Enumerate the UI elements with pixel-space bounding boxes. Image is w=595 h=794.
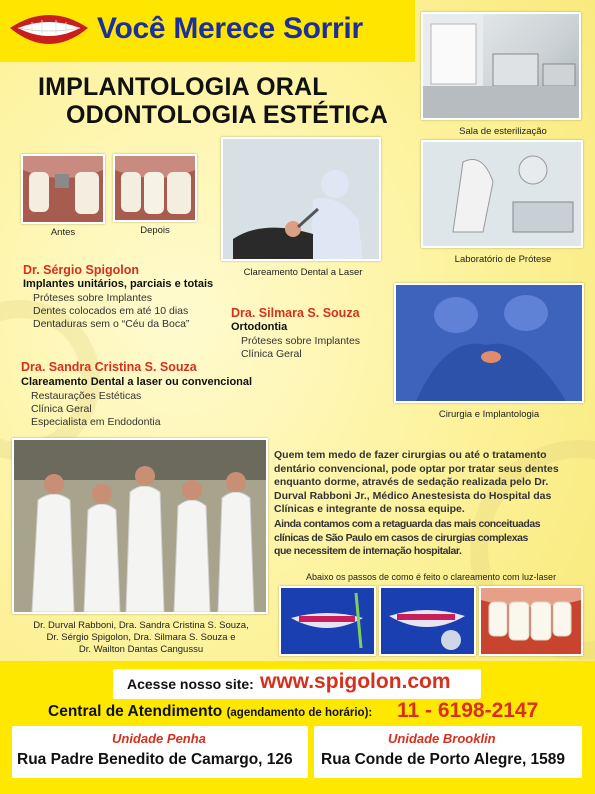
caption-cirurgia: Cirurgia e Implantologia [438,409,540,420]
caption-clareamento: Clareamento Dental a Laser [243,267,363,278]
heading-implantologia: IMPLANTOLOGIA ORAL [38,73,328,101]
doctor-item: Dentaduras sem o “Céu da Boca” [33,318,190,330]
unit-brooklin-address: Rua Conde de Porto Alegre, 1589 [321,751,566,768]
unit-brooklin-name: Unidade Brooklin [388,731,496,746]
paragraph-line: Ainda contamos com a retaguarda das mais conceituadas [274,518,541,530]
paragraph-line: Quem tem medo de fazer cirurgias ou até o tratamento [274,449,547,461]
central-note: (agendamento de horário): [226,707,373,719]
sedation-paragraph [274,449,586,517]
after-teeth-image [115,156,195,220]
caption-laboratorio: Laboratório de Prótese [454,254,552,265]
header-banner [0,0,415,62]
doctor-specialty-sergio: Implantes unitários, parciais e totais [23,278,214,290]
caption-passos: Abaixo os passos de como é feito o clareamento com luz-laser [305,572,557,582]
step1-photo [279,586,376,656]
doctor-item: Clínica Geral [31,403,92,415]
paragraph-line: enquanto dorme, através de sedação realizada pelo Dr. [274,476,549,488]
doctor-name-silmara: Dra. Silmara S. Souza [231,306,360,320]
page-title: Você Merece Sorrir [97,12,363,45]
team-image [14,440,266,612]
caption-team-line3: Dr. Wailton Dantas Cangussu [78,644,204,655]
site-url-link[interactable]: www.spigolon.com [260,670,451,693]
laser-whitening-image [223,139,379,259]
surgery-photo [394,283,584,403]
caption-sala: Sala de esterilização [459,126,547,137]
caption-depois: Depois [140,225,170,236]
step3-photo [479,586,583,656]
sterilization-room-photo [421,12,581,120]
prosthesis-lab-photo [421,140,583,248]
doctor-name-sergio: Dr. Sérgio Spigolon [23,263,139,277]
central-label [48,703,372,721]
team-photo [12,438,268,614]
doctor-item: Especialista em Endodontia [31,416,161,428]
caption-antes: Antes [50,227,76,238]
before-photo [21,154,105,224]
doctor-item: Próteses sobre Implantes [33,292,153,304]
surgery-image [396,285,582,401]
step1-image [281,588,374,654]
unit-penha-name: Unidade Penha [112,731,206,746]
before-teeth-image [23,156,103,222]
smile-logo [8,8,90,54]
paragraph-line: que necessitem de internação hospitalar. [274,545,462,557]
paragraph-line: clínicas de São Paulo em casos de cirurgias complexas [274,531,528,544]
doctor-item: Restaurações Estéticas [31,390,142,402]
paragraph-line: dentário convencional, pode optar por tratar seus dentes [274,462,559,475]
doctor-item: Clínica Geral [241,348,302,360]
phone-number[interactable]: 11 - 6198-2147 [397,699,539,722]
step3-image [481,588,581,654]
paragraph-line: Durval Rabboni Jr., Médico Anestesista do Hospital das [274,489,552,502]
caption-team-line1: Dr. Durval Rabboni, Dra. Sandra Cristina S. Souza, [33,620,249,631]
unit-penha-address: Rua Padre Benedito de Camargo, 126 [17,751,293,768]
central-label-text: Central de Atendimento [48,703,223,720]
prosthesis-lab-image [423,142,581,246]
laser-whitening-photo [221,137,381,261]
doctor-name-sandra: Dra. Sandra Cristina S. Souza [21,360,197,374]
caption-team-line2: Dr. Sérgio Spigolon, Dra. Silmara S. Souza e [46,632,236,643]
doctor-specialty-silmara: Ortodontia [231,321,288,333]
support-paragraph [274,518,586,559]
paragraph-line: Clínicas e integrante de nossa equipe. [274,503,465,515]
after-photo [113,154,197,222]
doctor-item: Dentes colocados em até 10 dias [33,305,189,317]
step2-photo [379,586,476,656]
sterilization-room-image [423,14,579,118]
heading-odontologia: ODONTOLOGIA ESTÉTICA [66,101,389,129]
step2-image [381,588,474,654]
doctor-item: Próteses sobre Implantes [241,335,361,347]
doctor-specialty-sandra: Clareamento Dental a laser ou convencional [21,376,253,388]
site-label: Acesse nosso site: [127,676,254,692]
